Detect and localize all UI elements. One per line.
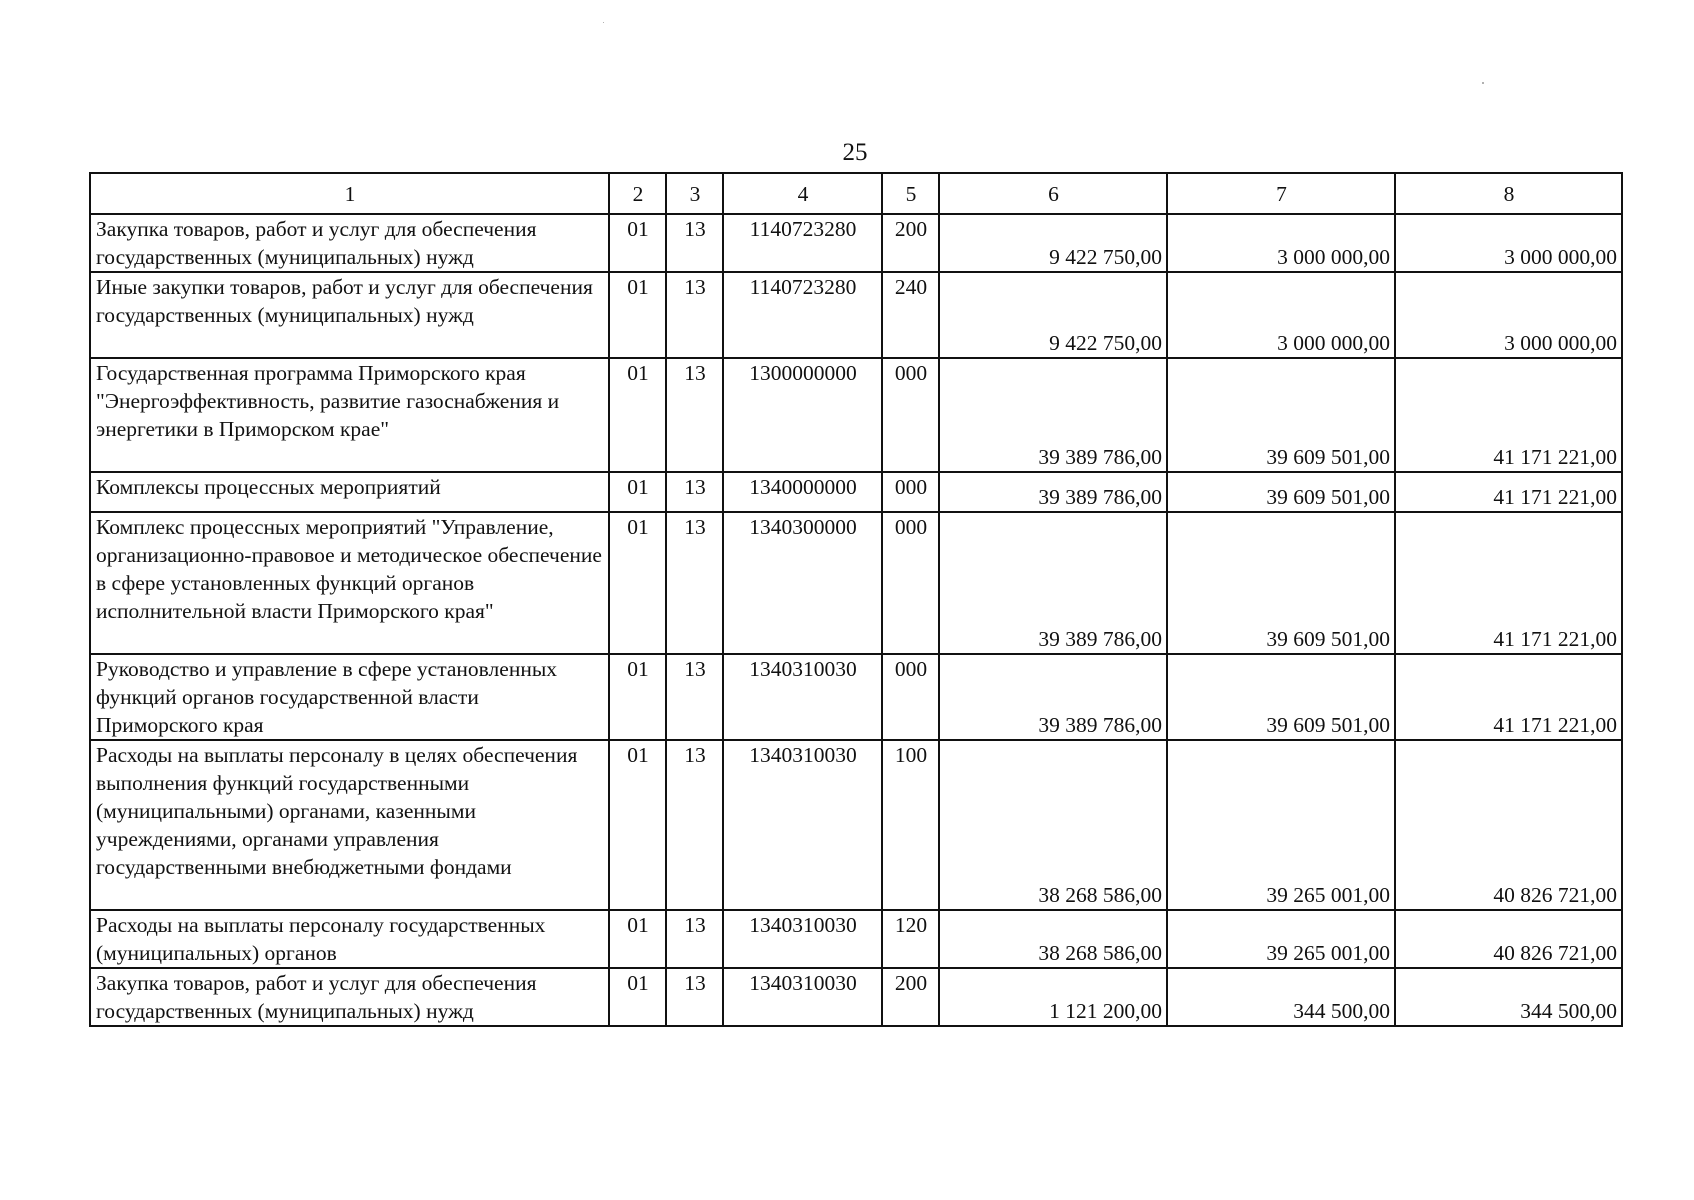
target-article-cell: 1140723280 <box>723 214 882 272</box>
table-row <box>90 358 1622 472</box>
amount-col7-cell: 39 609 501,00 <box>1167 654 1395 740</box>
target-article-cell: 1300000000 <box>723 358 882 472</box>
column-header: 2 <box>609 173 666 214</box>
expense-name-cell: Закупка товаров, работ и услуг для обеспечения государственных (муниципальных) нужд <box>90 968 609 1026</box>
table-row <box>90 512 1622 654</box>
subsection-code-cell: 13 <box>666 358 723 472</box>
target-article-cell: 1140723280 <box>723 272 882 358</box>
expense-type-cell: 000 <box>882 472 939 512</box>
amount-col6-cell: 38 268 586,00 <box>939 910 1167 968</box>
target-article-cell: 1340300000 <box>723 512 882 654</box>
table-row <box>90 740 1622 910</box>
column-header: 3 <box>666 173 723 214</box>
page-number: 25 <box>842 139 868 166</box>
column-header: 5 <box>882 173 939 214</box>
expense-type-cell: 000 <box>882 654 939 740</box>
expense-name-cell: Закупка товаров, работ и услуг для обеспечения государственных (муниципальных) нужд <box>90 214 609 272</box>
expense-type-cell: 240 <box>882 272 939 358</box>
expense-name-cell: Комплексы процессных мероприятий <box>90 472 609 512</box>
subsection-code-cell: 13 <box>666 654 723 740</box>
column-header: 7 <box>1167 173 1395 214</box>
amount-col8-cell: 3 000 000,00 <box>1395 214 1622 272</box>
expense-name-cell: Иные закупки товаров, работ и услуг для обеспечения государственных (муниципальных) нужд <box>90 272 609 358</box>
subsection-code-cell: 13 <box>666 512 723 654</box>
table-row <box>90 654 1622 740</box>
target-article-cell: 1340310030 <box>723 968 882 1026</box>
amount-col7-cell: 39 609 501,00 <box>1167 472 1395 512</box>
amount-col7-cell: 344 500,00 <box>1167 968 1395 1026</box>
amount-col6-cell: 9 422 750,00 <box>939 214 1167 272</box>
amount-col8-cell: 41 171 221,00 <box>1395 512 1622 654</box>
expense-type-cell: 000 <box>882 512 939 654</box>
scan-speck <box>1482 82 1484 84</box>
amount-col6-cell: 39 389 786,00 <box>939 358 1167 472</box>
amount-col8-cell: 41 171 221,00 <box>1395 472 1622 512</box>
amount-col6-cell: 38 268 586,00 <box>939 740 1167 910</box>
amount-col7-cell: 39 609 501,00 <box>1167 512 1395 654</box>
expense-type-cell: 100 <box>882 740 939 910</box>
expense-name-cell: Расходы на выплаты персоналу в целях обеспечения выполнения функций государственными (муниципальными) органами, казенными учреждениями, органами управления государственными внебюджетными фондами <box>90 740 609 910</box>
amount-col8-cell: 344 500,00 <box>1395 968 1622 1026</box>
expense-type-cell: 120 <box>882 910 939 968</box>
amount-col7-cell: 39 609 501,00 <box>1167 358 1395 472</box>
subsection-code-cell: 13 <box>666 272 723 358</box>
subsection-code-cell: 13 <box>666 910 723 968</box>
column-header: 8 <box>1395 173 1622 214</box>
section-code-cell: 01 <box>609 214 666 272</box>
amount-col8-cell: 3 000 000,00 <box>1395 272 1622 358</box>
expense-type-cell: 000 <box>882 358 939 472</box>
amount-col6-cell: 39 389 786,00 <box>939 472 1167 512</box>
target-article-cell: 1340310030 <box>723 654 882 740</box>
amount-col8-cell: 41 171 221,00 <box>1395 654 1622 740</box>
column-header: 1 <box>90 173 609 214</box>
table-row <box>90 214 1622 272</box>
expense-name-cell: Государственная программа Приморского края "Энергоэффективность, развитие газоснабжения и энергетики в Приморском крае" <box>90 358 609 472</box>
target-article-cell: 1340310030 <box>723 910 882 968</box>
expense-name-cell: Расходы на выплаты персоналу государственных (муниципальных) органов <box>90 910 609 968</box>
section-code-cell: 01 <box>609 472 666 512</box>
target-article-cell: 1340000000 <box>723 472 882 512</box>
subsection-code-cell: 13 <box>666 740 723 910</box>
amount-col6-cell: 39 389 786,00 <box>939 654 1167 740</box>
subsection-code-cell: 13 <box>666 968 723 1026</box>
amount-col7-cell: 39 265 001,00 <box>1167 910 1395 968</box>
scan-speck <box>603 22 604 23</box>
section-code-cell: 01 <box>609 968 666 1026</box>
section-code-cell: 01 <box>609 740 666 910</box>
amount-col6-cell: 39 389 786,00 <box>939 512 1167 654</box>
table-row <box>90 910 1622 968</box>
subsection-code-cell: 13 <box>666 472 723 512</box>
amount-col6-cell: 1 121 200,00 <box>939 968 1167 1026</box>
amount-col8-cell: 40 826 721,00 <box>1395 910 1622 968</box>
section-code-cell: 01 <box>609 358 666 472</box>
table-row <box>90 272 1622 358</box>
column-header: 6 <box>939 173 1167 214</box>
amount-col8-cell: 41 171 221,00 <box>1395 358 1622 472</box>
amount-col7-cell: 39 265 001,00 <box>1167 740 1395 910</box>
section-code-cell: 01 <box>609 272 666 358</box>
target-article-cell: 1340310030 <box>723 740 882 910</box>
section-code-cell: 01 <box>609 910 666 968</box>
column-header: 4 <box>723 173 882 214</box>
expense-type-cell: 200 <box>882 214 939 272</box>
table-row <box>90 968 1622 1026</box>
budget-table <box>89 172 1623 1027</box>
section-code-cell: 01 <box>609 654 666 740</box>
amount-col6-cell: 9 422 750,00 <box>939 272 1167 358</box>
expense-name-cell: Руководство и управление в сфере установленных функций органов государственной власти Приморского края <box>90 654 609 740</box>
amount-col8-cell: 40 826 721,00 <box>1395 740 1622 910</box>
expense-type-cell: 200 <box>882 968 939 1026</box>
amount-col7-cell: 3 000 000,00 <box>1167 214 1395 272</box>
expense-name-cell: Комплекс процессных мероприятий "Управление, организационно-правовое и методическое обеспечение в сфере установленных функций органов исполнительной власти Приморского края" <box>90 512 609 654</box>
header-row <box>90 173 1622 214</box>
section-code-cell: 01 <box>609 512 666 654</box>
amount-col7-cell: 3 000 000,00 <box>1167 272 1395 358</box>
table-row <box>90 472 1622 512</box>
subsection-code-cell: 13 <box>666 214 723 272</box>
